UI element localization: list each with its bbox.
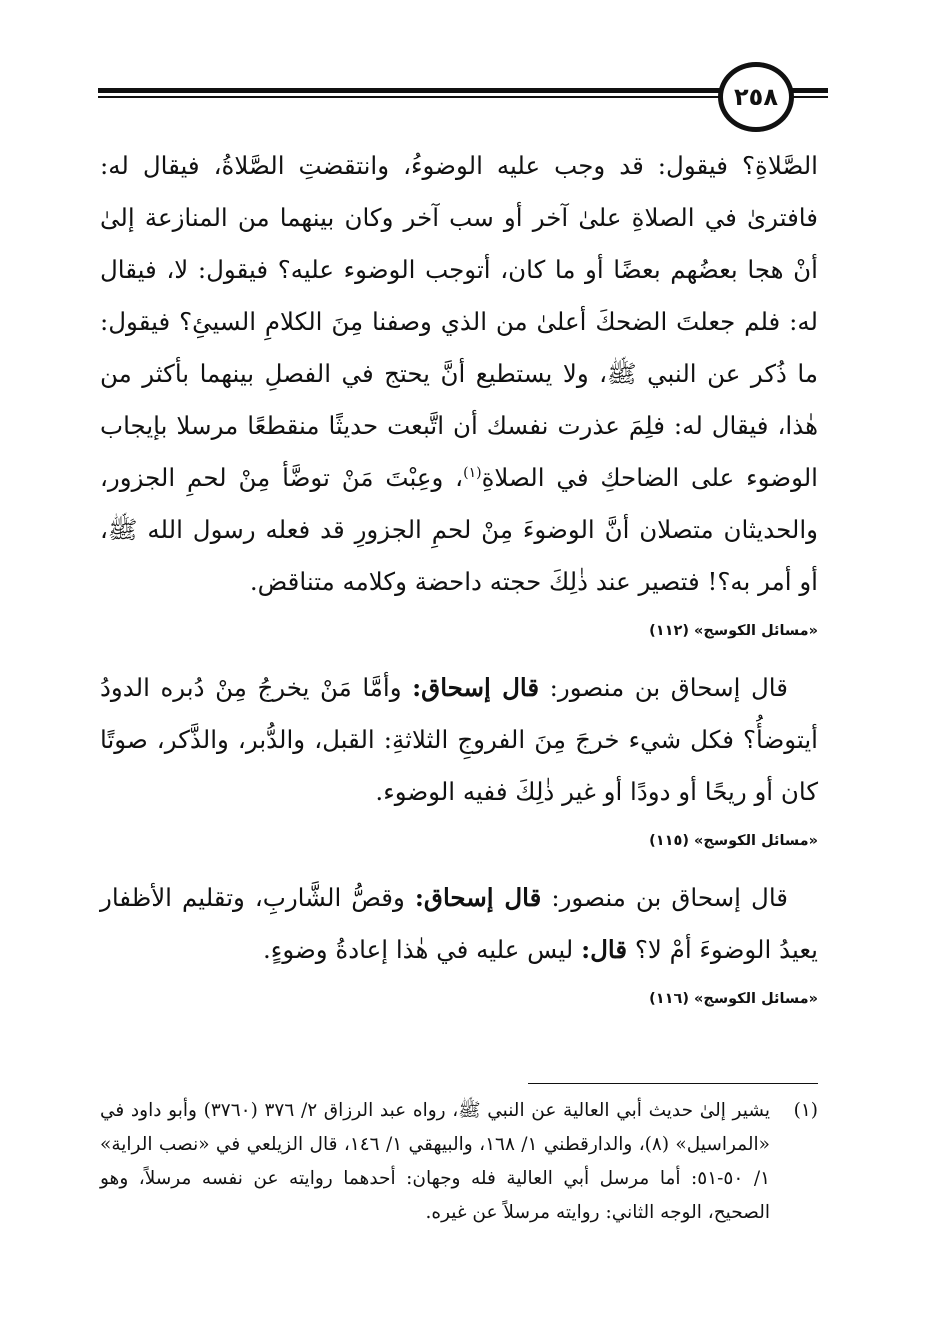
source-citation-2: «مسائل الكوسج» (١١٥) — [649, 833, 818, 849]
paragraph-2 — [100, 662, 818, 818]
paragraph-2-text: وأمَّا مَنْ يخرجُ مِنْ دُبره الدودُ أيتوضأُ؟ فكل شيء خرجَ مِنَ الفروجِ الثلاثةِ: القبل، والدُّبر، والذَّكر، صوتًا كان أو ريحًا أو دودًا أو غير ذٰلِكَ ففيه الوضوء. — [100, 673, 818, 806]
paragraph-3 — [100, 872, 818, 976]
paragraph-1-text: الصَّلاةِ؟ فيقول: قد وجب عليه الوضوءُ، وانتقضتِ الصَّلاةُ، فيقال له: فافترىٰ في الصلاةِ علىٰ آخر أو سب آخر وكان بينهما من المنازعة إلىٰ أنْ هجا بعضُهم بعضًا أو ما كان، أتوجب الوضوء عليه؟ فيقول: لا، فيقال له: فلم جعلتَ الضحكَ أعلىٰ من الذي وصفنا مِنَ الكلامِ السيئِ؟ فيقول: ما ذُكر عن النبي ﷺ، ولا يستطيع أنَّ يحتج في الفصلِ بينهما بأكثر من هٰذا، فيقال له: فلِمَ عذرت نفسك أن اتَّبعت حديثًا منقطعًا مرسلا بإيجاب الوضوء على الضاحكِ في الصلاةِ — [100, 151, 818, 492]
paragraph-3-text-2: ليس عليه في هٰذا إعادةُ وضوءٍ. — [263, 935, 582, 964]
footnote-1 — [100, 1094, 818, 1230]
footnotes — [100, 1094, 818, 1230]
footnote-reference[interactable]: (١) — [463, 464, 482, 481]
source-citation-1: «مسائل الكوسج» (١١٢) — [649, 623, 818, 639]
footnote-text: يشير إلىٰ حديث أبي العالية عن النبي ﷺ، رواه عبد الرزاق ٢/ ٣٧٦ (٣٧٦٠) وأبو داود في «المراسيل» (٨)، والدارقطني ١/ ١٦٨، والبيهقي ١/ ١٤٦، قال الزيلعي في «نصب الراية» ١/ ٥٠-٥١: أما مرسل أبي العالية فله وجهان: أحدهما روايته عن نفسه مرسلاً، وهو الصحيح، الوجه الثاني: روايته مرسلاً عن غيره. — [100, 1100, 770, 1223]
header-rule-thin — [98, 96, 728, 98]
page-number-badge — [718, 62, 794, 132]
header-rule-right-thick — [788, 88, 828, 93]
footnote-number: (١) — [793, 1100, 818, 1121]
paragraph-3-speaker-2: قال: — [581, 935, 628, 964]
paragraph-1-text-after: ، وعِبْتَ مَنْ توضَّأ مِنْ لحمِ الجزور، والحديثان متصلان أنَّ الوضوءَ مِنْ لحمِ الجزورِ قد فعله رسول الله ﷺ، أو أمر به؟! فتصير عند ذٰلِكَ حجته داحضة وكلامه متناقض. — [100, 463, 818, 596]
footnote-separator — [528, 1083, 818, 1084]
page-number: ٢٥٨ — [734, 83, 778, 111]
paragraph-3-text: وقصُّ الشَّاربِ، وتقليم الأظفار يعيدُ الوضوءَ أمْ لا؟ — [100, 883, 818, 964]
source-citation-3: «مسائل الكوسج» (١١٦) — [649, 991, 818, 1007]
paragraph-2-intro: قال إسحاق بن منصور: — [539, 673, 788, 702]
header-rule-thick — [98, 88, 728, 93]
main-text — [100, 140, 818, 1030]
paragraph-3-speaker: قال إسحاق: — [414, 883, 542, 912]
paragraph-2-speaker: قال إسحاق: — [412, 673, 540, 702]
paragraph-3-intro: قال إسحاق بن منصور: — [541, 883, 788, 912]
paragraph-1 — [100, 140, 818, 608]
page-header — [98, 54, 828, 134]
header-rule-right-thin — [788, 96, 828, 98]
